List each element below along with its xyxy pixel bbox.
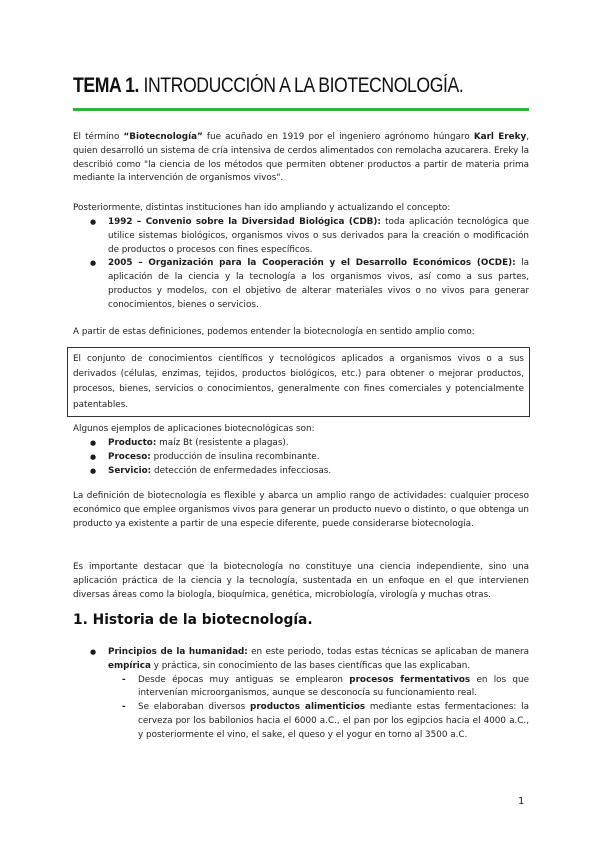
history-list <box>73 646 529 743</box>
intro-text-3: , quien desarrolló un sistema de cría intensiva de cerdos alimentados con remolacha azucarera. Ereky la describió como "la ciencia de los métodos que permiten obtener productos a partir de materia prima mediante la intervención de organismos vivos". <box>73 132 529 184</box>
broad-lead: A partir de estas definiciones, podemos entender la biotecnología en sentido amplio como: <box>73 327 475 337</box>
definition-label: 1992 – Convenio sobre la Diversidad Biológica (CDB): <box>108 217 381 227</box>
page-title <box>73 74 464 98</box>
list-item <box>73 437 529 451</box>
title-underline <box>73 108 529 111</box>
list-item <box>108 701 529 742</box>
definition-text: toda aplicación tecnológica que utilice sistemas biológicos, organismos vivos o sus derivados para la creación o modificación de productos o procesos con fines específicos. <box>108 217 529 255</box>
sub-text-1: Desde épocas muy antiguas se emplearon <box>138 674 350 685</box>
examples-list <box>73 437 529 478</box>
history-text-1: en este periodo, todas estas técnicas se aplicaban de manera <box>247 647 529 657</box>
list-item <box>73 465 529 479</box>
title-text: INTRODUCCIÓN A LA BIOTECNOLOGÍA. <box>138 74 464 97</box>
example-text: producción de insulina recombinante. <box>150 451 320 462</box>
list-item <box>73 646 529 743</box>
list-item <box>73 451 529 465</box>
intro-name: Karl Ereky <box>473 132 527 142</box>
history-text-2: y práctica, sin conocimiento de las bases científicas que las explicaban. <box>150 660 471 671</box>
sub-text-2: en los que intervenían microorganismos, aunque se desconocía su funcionamiento real. <box>138 674 530 699</box>
intro-text-2: fue acuñado en 1919 por el ingeniero agrónomo húngaro <box>202 132 474 142</box>
definition-label: 2005 – Organización para la Cooperación y el Desarrollo Económicos (OCDE): <box>108 258 516 269</box>
definition-box <box>67 347 530 417</box>
intro-paragraph <box>73 131 529 186</box>
list-item <box>73 257 529 312</box>
example-label: Proceso: <box>108 451 151 462</box>
example-label: Producto: <box>108 438 157 448</box>
flexible-paragraph: La definición de biotecnología es flexible y abarca un amplio rango de actividades: cualquier proceso económico que emplee organismos vivos para generar un producto nuevo o distinto, o que obtenga un producto ya existente a partir de una especie diferente, puede considerarse biotecnología. <box>73 491 529 529</box>
definition-text: la aplicación de la ciencia y la tecnología a los organismos vivos, así como a sus partes, productos y modelos, con el objetivo de alterar materiales vivos o no vivos para generar conocimientos, bienes o servicios. <box>108 258 529 310</box>
title-prefix: TEMA 1. <box>73 74 139 97</box>
sub-emphasis: procesos fermentativos <box>349 674 471 685</box>
later-lead: Posteriormente, distintas instituciones han ido ampliando y actualizando el concepto: <box>73 203 451 213</box>
intro-term: “Biotecnología” <box>123 132 203 142</box>
example-label: Servicio: <box>108 465 152 476</box>
definitions-list <box>73 216 529 313</box>
examples-lead: Algunos ejemplos de aplicaciones biotecnológicas son: <box>73 424 315 434</box>
sub-text-2: mediante estas fermentaciones: la cerveza por los babilonios hacia el 6000 a.C., el pan por los egipcios hacia el 4000 a.C., y posteriormente el vino, el sake, el queso y el yogur en torno al 3500 a.C. <box>138 702 530 740</box>
list-item <box>73 216 529 257</box>
sub-text-1: Se elaboraban diversos <box>138 702 251 713</box>
example-text: maíz Bt (resistente a plagas). <box>156 438 289 448</box>
importance-paragraph: Es importante destacar que la biotecnología no constituye una ciencia independiente, sino una aplicación práctica de la ciencia y la tecnología, sustentada en un enfoque en el que intervienen diversas áreas como la biología, bioquímica, genética, microbiología, virología y muchas otras. <box>73 562 529 600</box>
history-label: Principios de la humanidad: <box>108 647 248 657</box>
sub-emphasis: productos alimenticios <box>250 702 366 713</box>
section-heading: 1. Historia de la biotecnología. <box>73 612 313 628</box>
list-item <box>108 674 529 702</box>
history-sublist <box>108 674 529 743</box>
definition-box-text: El conjunto de conocimientos científicos y tecnológicos aplicados a organismos vivos o a sus derivados (células, enzimas, tejidos, productos biológicos, etc.) para obtener o mejorar productos, procesos, bienes, servicios o conocimientos, generalmente con fines comerciales y potencialmente patentables. <box>73 354 524 410</box>
intro-text-1: El término <box>73 132 124 142</box>
history-emphasis: empírica <box>108 660 151 671</box>
example-text: detección de enfermedades infecciosas. <box>151 465 332 476</box>
page-number: 1 <box>518 796 525 807</box>
